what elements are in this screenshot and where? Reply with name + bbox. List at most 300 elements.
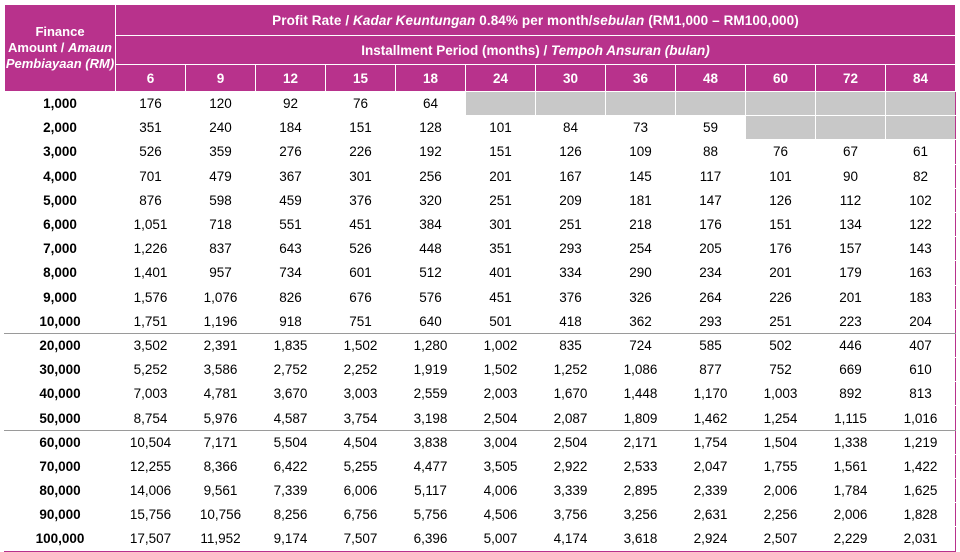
installment-cell: 301 [466, 212, 536, 236]
subtitle-em: Tempoh Ansuran (bulan) [551, 42, 710, 58]
table-row [5, 188, 956, 212]
installment-cell: 254 [606, 237, 676, 261]
installment-cell: 2,631 [676, 503, 746, 527]
installment-cell: 451 [466, 285, 536, 309]
installment-cell: 1,422 [886, 454, 956, 478]
month-header-15: 15 [326, 65, 396, 92]
installment-cell: 251 [746, 309, 816, 333]
installment-cell: 2,087 [536, 406, 606, 430]
installment-cell: 5,255 [326, 454, 396, 478]
installment-cell: 526 [326, 237, 396, 261]
installment-cell: 1,576 [116, 285, 186, 309]
installment-cell: 5,117 [396, 479, 466, 503]
installment-cell: 734 [256, 261, 326, 285]
installment-cell: 205 [676, 237, 746, 261]
month-header-60: 60 [746, 65, 816, 92]
installment-cell: 1,226 [116, 237, 186, 261]
installment-cell: 176 [676, 212, 746, 236]
installment-cell: 4,506 [466, 503, 536, 527]
installment-cell: 718 [186, 212, 256, 236]
installment-cell: 2,924 [676, 527, 746, 551]
installment-cell: 218 [606, 212, 676, 236]
installment-cell: 5,756 [396, 503, 466, 527]
installment-cell: 826 [256, 285, 326, 309]
installment-cell: 1,502 [466, 358, 536, 382]
installment-cell: 502 [746, 333, 816, 357]
installment-cell: 6,396 [396, 527, 466, 551]
installment-cell: 1,002 [466, 333, 536, 357]
installment-cell: 1,809 [606, 406, 676, 430]
table-row [5, 309, 956, 333]
installment-cell: 134 [816, 212, 886, 236]
installment-cell: 1,003 [746, 382, 816, 406]
installment-cell: 1,401 [116, 261, 186, 285]
installment-cell: 204 [886, 309, 956, 333]
installment-cell: 2,504 [536, 430, 606, 454]
installment-cell: 101 [746, 164, 816, 188]
installment-cell: 184 [256, 116, 326, 140]
installment-cell: 183 [886, 285, 956, 309]
profit-rate-title [116, 5, 956, 36]
installment-cell: 876 [116, 188, 186, 212]
installment-cell: 3,838 [396, 430, 466, 454]
installment-cell: 1,670 [536, 382, 606, 406]
installment-cell: 877 [676, 358, 746, 382]
installment-cell: 76 [746, 140, 816, 164]
installment-cell: 1,448 [606, 382, 676, 406]
installment-cell: 1,462 [676, 406, 746, 430]
installment-cell: 1,086 [606, 358, 676, 382]
installment-cell: 12,255 [116, 454, 186, 478]
installment-cell: 2,895 [606, 479, 676, 503]
installment-cell: 59 [676, 116, 746, 140]
finance-amount-label: 40,000 [5, 382, 116, 406]
installment-cell: 192 [396, 140, 466, 164]
installment-cell: 1,751 [116, 309, 186, 333]
installment-cell: 5,976 [186, 406, 256, 430]
installment-cell: 351 [466, 237, 536, 261]
installment-cell: 3,198 [396, 406, 466, 430]
installment-cell: 1,784 [816, 479, 886, 503]
installment-cell: 1,051 [116, 212, 186, 236]
installment-cell: 676 [326, 285, 396, 309]
installment-cell: 264 [676, 285, 746, 309]
installment-cell: 126 [746, 188, 816, 212]
installment-cell: 176 [116, 92, 186, 116]
installment-cell-empty [886, 116, 956, 140]
month-header-24: 24 [466, 65, 536, 92]
installment-cell: 73 [606, 116, 676, 140]
subtitle-part1: Installment Period (months) / [361, 42, 551, 58]
installment-cell-empty [816, 116, 886, 140]
table-body [5, 92, 956, 552]
installment-cell: 501 [466, 309, 536, 333]
table-row [5, 503, 956, 527]
month-header-12: 12 [256, 65, 326, 92]
installment-cell: 837 [186, 237, 256, 261]
finance-amount-label: 90,000 [5, 503, 116, 527]
installment-cell: 4,504 [326, 430, 396, 454]
installment-cell-empty [746, 92, 816, 116]
installment-cell: 7,003 [116, 382, 186, 406]
corner-label-line3 [5, 56, 115, 72]
installment-cell: 293 [676, 309, 746, 333]
corner-label-line2-em: Amaun [67, 39, 112, 55]
installment-cell: 401 [466, 261, 536, 285]
installment-cell: 446 [816, 333, 886, 357]
installment-cell: 3,004 [466, 430, 536, 454]
finance-amount-label: 7,000 [5, 237, 116, 261]
installment-cell: 598 [186, 188, 256, 212]
finance-amount-label: 9,000 [5, 285, 116, 309]
installment-cell: 151 [326, 116, 396, 140]
finance-amount-label: 30,000 [5, 358, 116, 382]
installment-cell: 181 [606, 188, 676, 212]
installment-cell: 351 [116, 116, 186, 140]
header-row-months [5, 65, 956, 92]
installment-cell: 6,006 [326, 479, 396, 503]
installment-cell: 957 [186, 261, 256, 285]
installment-cell: 256 [396, 164, 466, 188]
installment-cell: 918 [256, 309, 326, 333]
installment-cell: 10,504 [116, 430, 186, 454]
title-part2: 0.84% per month/ [475, 12, 593, 28]
installment-cell: 751 [326, 309, 396, 333]
title-part3: (RM1,000 – RM100,000) [644, 12, 799, 28]
installment-cell: 2,339 [676, 479, 746, 503]
installment-cell: 122 [886, 212, 956, 236]
installment-cell: 209 [536, 188, 606, 212]
installment-cell: 1,828 [886, 503, 956, 527]
finance-amount-label: 80,000 [5, 479, 116, 503]
installment-cell: 4,587 [256, 406, 326, 430]
installment-cell: 128 [396, 116, 466, 140]
installment-cell: 1,755 [746, 454, 816, 478]
installment-cell: 2,171 [606, 430, 676, 454]
installment-cell: 201 [746, 261, 816, 285]
installment-cell: 240 [186, 116, 256, 140]
installment-cell: 3,505 [466, 454, 536, 478]
table-row [5, 116, 956, 140]
table-row [5, 212, 956, 236]
installment-cell: 643 [256, 237, 326, 261]
installment-cell: 226 [326, 140, 396, 164]
installment-cell: 1,196 [186, 309, 256, 333]
finance-amount-label: 6,000 [5, 212, 116, 236]
installment-cell: 448 [396, 237, 466, 261]
installment-cell: 126 [536, 140, 606, 164]
installment-cell: 9,174 [256, 527, 326, 551]
month-header-72: 72 [816, 65, 886, 92]
installment-cell: 147 [676, 188, 746, 212]
installment-cell: 3,256 [606, 503, 676, 527]
installment-cell: 151 [466, 140, 536, 164]
installment-cell: 1,338 [816, 430, 886, 454]
installment-cell-empty [466, 92, 536, 116]
installment-cell: 8,256 [256, 503, 326, 527]
installment-cell: 2,006 [816, 503, 886, 527]
installment-cell-empty [886, 92, 956, 116]
installment-cell: 10,756 [186, 503, 256, 527]
installment-cell: 4,006 [466, 479, 536, 503]
table-header [5, 5, 956, 92]
installment-cell: 11,952 [186, 527, 256, 551]
installment-cell: 2,006 [746, 479, 816, 503]
installment-cell: 176 [746, 237, 816, 261]
installment-cell: 1,252 [536, 358, 606, 382]
installment-cell: 384 [396, 212, 466, 236]
installment-cell: 1,076 [186, 285, 256, 309]
installment-cell: 290 [606, 261, 676, 285]
installment-cell-empty [536, 92, 606, 116]
installment-cell: 82 [886, 164, 956, 188]
table-row [5, 140, 956, 164]
table-row [5, 479, 956, 503]
installment-cell: 112 [816, 188, 886, 212]
table-row [5, 237, 956, 261]
installment-cell: 1,170 [676, 382, 746, 406]
installment-cell: 320 [396, 188, 466, 212]
installment-cell: 576 [396, 285, 466, 309]
table-row [5, 454, 956, 478]
installment-cell: 813 [886, 382, 956, 406]
installment-cell: 4,781 [186, 382, 256, 406]
installment-cell: 1,115 [816, 406, 886, 430]
installment-cell: 752 [746, 358, 816, 382]
month-header-9: 9 [186, 65, 256, 92]
title-em2: sebulan [592, 12, 645, 28]
installment-cell: 334 [536, 261, 606, 285]
installment-cell: 2,047 [676, 454, 746, 478]
installment-cell: 120 [186, 92, 256, 116]
installment-cell: 526 [116, 140, 186, 164]
finance-amount-label: 10,000 [5, 309, 116, 333]
installment-cell: 3,756 [536, 503, 606, 527]
table-row [5, 430, 956, 454]
installment-cell: 7,171 [186, 430, 256, 454]
installment-cell: 640 [396, 309, 466, 333]
installment-cell: 1,502 [326, 333, 396, 357]
installment-cell: 3,754 [326, 406, 396, 430]
installment-cell: 551 [256, 212, 326, 236]
installment-cell: 143 [886, 237, 956, 261]
finance-amount-label: 70,000 [5, 454, 116, 478]
installment-cell: 102 [886, 188, 956, 212]
finance-amount-label: 2,000 [5, 116, 116, 140]
installment-cell: 701 [116, 164, 186, 188]
installment-cell: 1,561 [816, 454, 886, 478]
installment-cell: 2,752 [256, 358, 326, 382]
installment-cell: 151 [746, 212, 816, 236]
installment-cell: 512 [396, 261, 466, 285]
installment-cell: 669 [816, 358, 886, 382]
finance-amount-label: 8,000 [5, 261, 116, 285]
table-row [5, 406, 956, 430]
installment-cell: 14,006 [116, 479, 186, 503]
finance-amount-label: 3,000 [5, 140, 116, 164]
installment-cell: 610 [886, 358, 956, 382]
installment-cell: 301 [326, 164, 396, 188]
finance-amount-label: 20,000 [5, 333, 116, 357]
installment-cell: 7,339 [256, 479, 326, 503]
installment-cell-empty [606, 92, 676, 116]
installment-cell: 2,507 [746, 527, 816, 551]
finance-amount-label: 4,000 [5, 164, 116, 188]
installment-cell: 5,504 [256, 430, 326, 454]
header-row-subtitle [5, 36, 956, 65]
finance-rate-table [4, 4, 956, 552]
installment-cell: 376 [326, 188, 396, 212]
installment-cell: 88 [676, 140, 746, 164]
table-row [5, 92, 956, 116]
installment-cell: 61 [886, 140, 956, 164]
installment-cell: 2,003 [466, 382, 536, 406]
title-em1: Kadar Keuntungan [353, 12, 476, 28]
installment-cell: 326 [606, 285, 676, 309]
month-header-84: 84 [886, 65, 956, 92]
installment-cell: 157 [816, 237, 886, 261]
installment-period-subtitle [116, 36, 956, 65]
installment-cell: 451 [326, 212, 396, 236]
installment-cell: 376 [536, 285, 606, 309]
installment-cell: 6,422 [256, 454, 326, 478]
installment-cell: 2,922 [536, 454, 606, 478]
installment-cell: 5,252 [116, 358, 186, 382]
installment-cell: 2,504 [466, 406, 536, 430]
finance-amount-label: 60,000 [5, 430, 116, 454]
installment-cell: 3,670 [256, 382, 326, 406]
table-row [5, 333, 956, 357]
installment-cell: 601 [326, 261, 396, 285]
installment-cell: 2,031 [886, 527, 956, 551]
installment-cell: 835 [536, 333, 606, 357]
installment-cell: 892 [816, 382, 886, 406]
table-row [5, 527, 956, 551]
installment-cell: 367 [256, 164, 326, 188]
corner-label-line1: Finance [35, 23, 85, 39]
installment-cell: 2,559 [396, 382, 466, 406]
installment-cell: 1,254 [746, 406, 816, 430]
installment-cell: 359 [186, 140, 256, 164]
installment-cell: 223 [816, 309, 886, 333]
table-row [5, 261, 956, 285]
finance-amount-label: 1,000 [5, 92, 116, 116]
installment-cell: 117 [676, 164, 746, 188]
month-header-30: 30 [536, 65, 606, 92]
installment-cell: 145 [606, 164, 676, 188]
title-part1: Profit Rate / [272, 12, 354, 28]
installment-cell: 418 [536, 309, 606, 333]
installment-cell: 585 [676, 333, 746, 357]
installment-cell: 67 [816, 140, 886, 164]
installment-cell: 101 [466, 116, 536, 140]
installment-cell: 9,561 [186, 479, 256, 503]
installment-cell: 167 [536, 164, 606, 188]
installment-cell: 8,366 [186, 454, 256, 478]
installment-cell: 7,507 [326, 527, 396, 551]
installment-cell: 2,256 [746, 503, 816, 527]
installment-cell: 1,280 [396, 333, 466, 357]
installment-cell: 1,919 [396, 358, 466, 382]
installment-cell: 1,754 [676, 430, 746, 454]
installment-cell: 4,477 [396, 454, 466, 478]
corner-label-line2 [5, 40, 115, 56]
installment-cell: 4,174 [536, 527, 606, 551]
installment-cell: 407 [886, 333, 956, 357]
installment-cell: 1,219 [886, 430, 956, 454]
installment-cell: 479 [186, 164, 256, 188]
installment-cell: 2,229 [816, 527, 886, 551]
installment-cell-empty [816, 92, 886, 116]
installment-cell: 362 [606, 309, 676, 333]
installment-cell: 2,391 [186, 333, 256, 357]
month-header-18: 18 [396, 65, 466, 92]
installment-cell: 1,016 [886, 406, 956, 430]
installment-cell: 3,502 [116, 333, 186, 357]
installment-cell: 293 [536, 237, 606, 261]
installment-cell-empty [746, 116, 816, 140]
installment-cell: 3,339 [536, 479, 606, 503]
installment-cell-empty [676, 92, 746, 116]
table-row [5, 285, 956, 309]
finance-amount-label: 100,000 [5, 527, 116, 551]
installment-cell: 15,756 [116, 503, 186, 527]
installment-cell: 201 [466, 164, 536, 188]
table-row [5, 358, 956, 382]
installment-cell: 234 [676, 261, 746, 285]
installment-cell: 1,835 [256, 333, 326, 357]
installment-cell: 2,252 [326, 358, 396, 382]
corner-label-line3-em: Pembiayaan (RM) [5, 56, 115, 72]
installment-cell: 1,625 [886, 479, 956, 503]
installment-cell: 92 [256, 92, 326, 116]
installment-cell: 109 [606, 140, 676, 164]
installment-cell: 76 [326, 92, 396, 116]
month-header-6: 6 [116, 65, 186, 92]
installment-cell: 459 [256, 188, 326, 212]
finance-amount-label: 50,000 [5, 406, 116, 430]
installment-cell: 276 [256, 140, 326, 164]
installment-cell: 3,618 [606, 527, 676, 551]
installment-cell: 1,504 [746, 430, 816, 454]
installment-cell: 201 [816, 285, 886, 309]
installment-cell: 8,754 [116, 406, 186, 430]
installment-cell: 3,003 [326, 382, 396, 406]
installment-cell: 226 [746, 285, 816, 309]
installment-cell: 84 [536, 116, 606, 140]
header-row-title [5, 5, 956, 36]
installment-cell: 2,533 [606, 454, 676, 478]
installment-cell: 64 [396, 92, 466, 116]
installment-cell: 179 [816, 261, 886, 285]
table-row [5, 164, 956, 188]
installment-cell: 17,507 [116, 527, 186, 551]
table-row [5, 382, 956, 406]
month-header-36: 36 [606, 65, 676, 92]
installment-cell: 6,756 [326, 503, 396, 527]
installment-cell: 163 [886, 261, 956, 285]
installment-cell: 3,586 [186, 358, 256, 382]
installment-cell: 5,007 [466, 527, 536, 551]
month-header-48: 48 [676, 65, 746, 92]
finance-amount-label: 5,000 [5, 188, 116, 212]
installment-cell: 251 [466, 188, 536, 212]
corner-header-cell [5, 5, 116, 92]
corner-label-line2-text: Amount / [8, 39, 68, 55]
installment-cell: 724 [606, 333, 676, 357]
installment-cell: 251 [536, 212, 606, 236]
installment-cell: 90 [816, 164, 886, 188]
